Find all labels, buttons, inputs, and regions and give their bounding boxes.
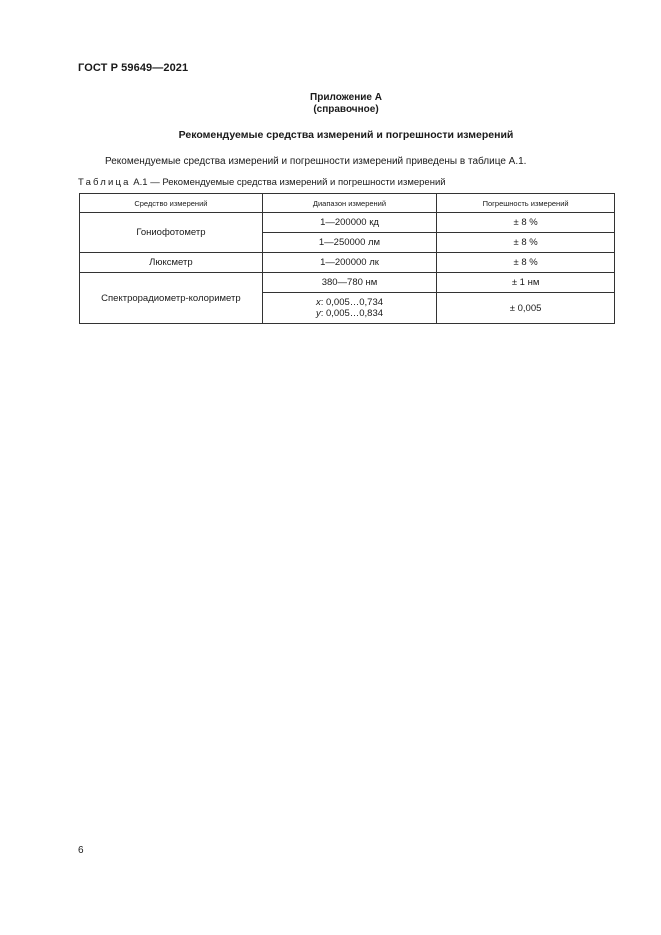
error-cell: ± 0,005 (437, 293, 615, 324)
range-cell: 1—200000 кд (262, 213, 436, 233)
header-range: Диапазон измерений (262, 194, 436, 213)
page-number: 6 (78, 845, 84, 856)
standard-code: ГОСТ Р 59649—2021 (78, 62, 189, 74)
y-range: : 0,005…0,834 (320, 308, 384, 319)
x-range: : 0,005…0,734 (320, 297, 384, 308)
chromaticity-range-cell (262, 293, 436, 324)
table-header-row (80, 194, 615, 213)
range-cell: 380—780 нм (262, 273, 436, 293)
table-row (80, 253, 615, 273)
table-row (80, 273, 615, 293)
x-label: x (315, 297, 321, 308)
appendix-heading (0, 92, 661, 116)
appendix-subtitle: (справочное) (313, 104, 379, 115)
error-cell: ± 1 нм (437, 273, 615, 293)
chromaticity-x (267, 297, 432, 308)
instrument-cell: Люксметр (80, 253, 263, 273)
error-cell: ± 8 % (437, 233, 615, 253)
appendix-title: Приложение А (310, 92, 382, 103)
instrument-cell: Гониофотометр (80, 213, 263, 253)
header-instrument: Средство измерений (80, 194, 263, 213)
table-caption-label: Таблица (78, 177, 131, 188)
instrument-cell: Спектрорадиометр-колориметр (80, 273, 263, 324)
section-heading: Рекомендуемые средства измерений и погрешности измерений (178, 129, 514, 141)
error-cell: ± 8 % (437, 253, 615, 273)
error-cell: ± 8 % (437, 213, 615, 233)
table-row (80, 213, 615, 233)
intro-paragraph: Рекомендуемые средства измерений и погрешности измерений приведены в таблице А.1. (105, 156, 527, 167)
table-caption (78, 177, 446, 188)
range-cell: 1—250000 лм (262, 233, 436, 253)
measurement-table (79, 193, 615, 324)
table-caption-text: А.1 — Рекомендуемые средства измерений и погрешности измерений (130, 177, 446, 188)
header-error: Погрешность измерений (437, 194, 615, 213)
chromaticity-y (267, 308, 432, 319)
range-cell: 1—200000 лк (262, 253, 436, 273)
y-label: y (315, 308, 321, 319)
